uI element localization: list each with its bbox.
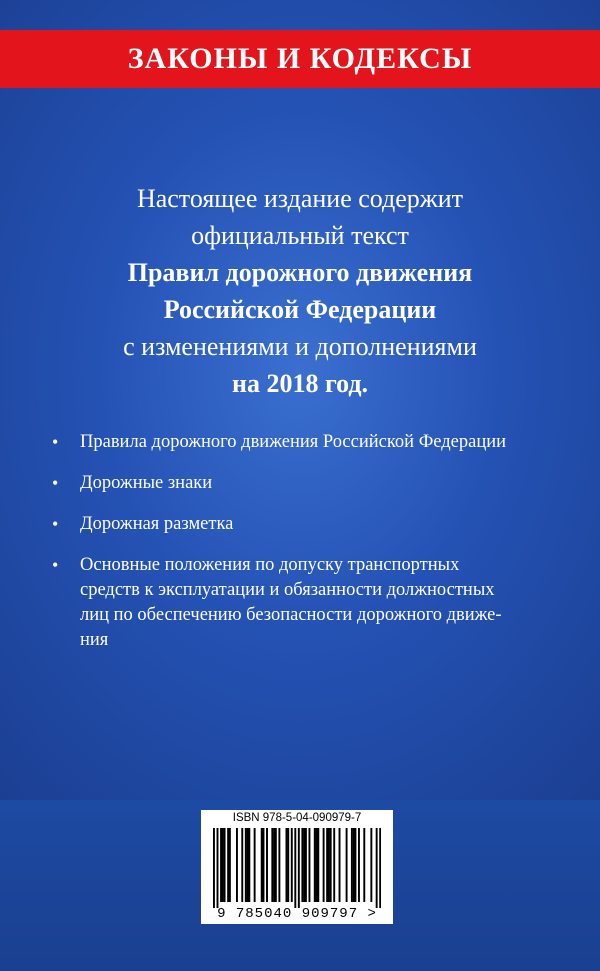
- barcode-bar: [314, 828, 316, 902]
- barcode-digits: 9 785040 909797 >: [217, 906, 377, 922]
- list-item: [50, 512, 540, 537]
- intro-title-line-1: Правил дорожного движения: [127, 258, 473, 287]
- barcode-bar: [333, 828, 335, 902]
- list-item: [50, 553, 540, 653]
- barcode-bar: [266, 828, 268, 902]
- series-title: ЗАКОНЫ И КОДЕКСЫ: [127, 42, 473, 75]
- barcode-bar: [245, 828, 247, 902]
- barcode-bar: [229, 828, 231, 902]
- barcode-bar: [328, 828, 330, 902]
- list-item-text-line: лиц по обеспечению безопасности дорожного движе-: [80, 605, 502, 625]
- list-item: [50, 471, 540, 496]
- barcode-bar: [316, 828, 318, 902]
- intro-title-line-2: Российской Федерации: [163, 295, 437, 324]
- isbn-label: ISBN 978-5-04-090979-7: [232, 812, 362, 824]
- barcode-bar: [358, 828, 360, 902]
- barcode-bar: [379, 828, 381, 908]
- list-item-text: Дорожная разметка: [80, 514, 234, 534]
- barcode-bar: [222, 828, 224, 902]
- barcode-bar: [351, 828, 353, 902]
- barcode-bar: [220, 828, 222, 902]
- barcode-bar: [370, 828, 372, 902]
- barcode-bar: [273, 828, 275, 902]
- barcode-bar: [227, 828, 229, 902]
- barcode-bar: [278, 828, 280, 902]
- barcode-bar: [241, 828, 243, 902]
- barcode-bar: [275, 828, 277, 902]
- barcode-bar: [346, 828, 348, 902]
- barcode-bar: [323, 828, 325, 902]
- barcode-bar: [224, 828, 226, 902]
- barcode-bar: [363, 828, 365, 902]
- intro-line-1: Настоящее издание содержит: [136, 184, 464, 213]
- barcode-bar: [261, 828, 263, 902]
- barcode-bar: [217, 828, 219, 908]
- bullet-icon: •: [52, 555, 59, 575]
- barcode-bar: [317, 828, 319, 902]
- list-item-text-line: средств к эксплуатации и обязанности должностных: [80, 580, 495, 600]
- list-item-text: Правила дорожного движения Российской Федерации: [80, 432, 507, 452]
- barcode-bar: [354, 828, 356, 902]
- intro-block: [0, 180, 600, 402]
- barcode-bar: [294, 828, 296, 908]
- barcode-bar: [213, 828, 215, 908]
- bullet-icon: •: [52, 514, 59, 534]
- barcode-bar: [339, 828, 341, 902]
- intro-line-2: официальный текст: [191, 221, 409, 250]
- barcode-bar: [287, 828, 289, 902]
- barcode-bar: [353, 828, 355, 902]
- list-item-text: Дорожные знаки: [80, 473, 213, 493]
- barcode-bar: [286, 828, 288, 902]
- barcode-bar: [263, 828, 265, 902]
- list-item-text-line: ния: [80, 630, 109, 650]
- barcode-bars: [213, 828, 381, 908]
- barcode-bar: [247, 828, 249, 902]
- barcode-bar: [376, 828, 378, 908]
- barcode-bar: [301, 828, 303, 902]
- list-item-text-line: Основные положения по допуску транспортных: [80, 555, 460, 575]
- intro-line-5: с изменениями и дополнениями: [123, 332, 477, 361]
- barcode-bar: [248, 828, 250, 902]
- barcode-bar: [330, 828, 332, 902]
- barcode-bar: [291, 828, 293, 902]
- barcode-bar: [305, 828, 307, 902]
- barcode-bar: [254, 828, 256, 902]
- barcode-bar: [271, 828, 273, 902]
- bullet-icon: •: [52, 473, 59, 493]
- isbn-barcode: [201, 810, 393, 924]
- intro-year-line: на 2018 год.: [231, 369, 369, 398]
- barcode-bar: [308, 828, 310, 902]
- contents-list: [50, 430, 540, 669]
- barcode-bar: [303, 828, 305, 902]
- bullet-icon: •: [52, 432, 59, 452]
- series-header-bar: [0, 30, 600, 88]
- list-item: [50, 430, 540, 455]
- barcode-bar: [298, 828, 300, 908]
- barcode-bar: [236, 828, 238, 902]
- barcode-bar: [326, 828, 328, 902]
